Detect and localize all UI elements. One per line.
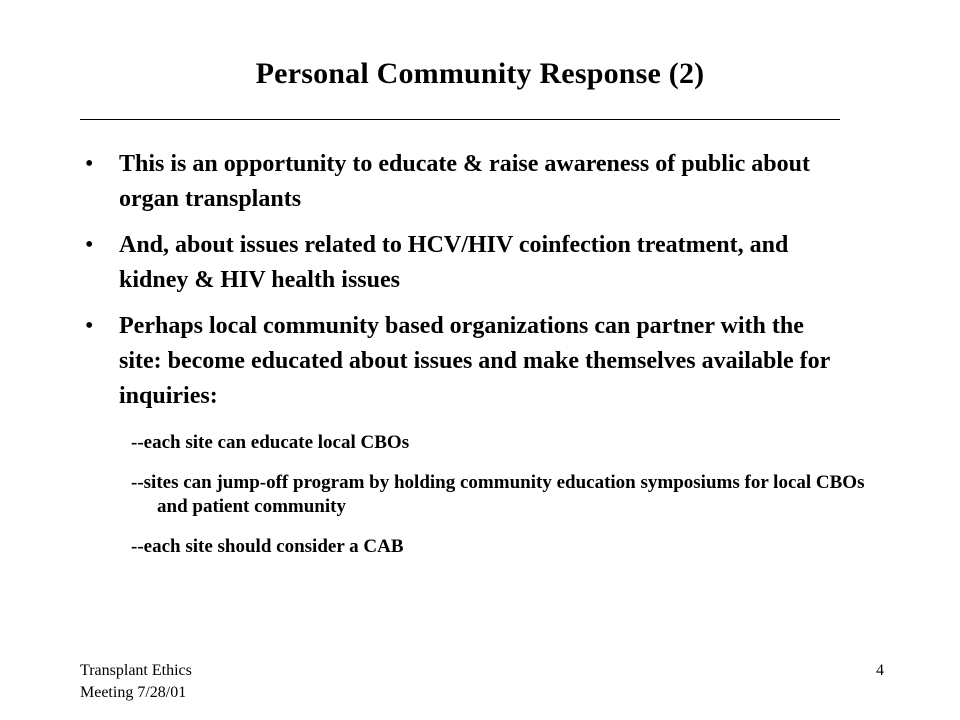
sub-item-list — [131, 431, 871, 575]
bullet-marker: • — [85, 313, 94, 339]
bullet-text: Perhaps local community based organizations can partner with the site: become educated about issues and make themselves available for inquiries: — [119, 313, 830, 409]
bullet-list — [85, 147, 845, 425]
sub-item: --each site should consider a CAB — [131, 536, 404, 557]
footer-line-date: Meeting 7/28/01 — [80, 684, 187, 701]
bullet-item — [85, 309, 845, 414]
footer-meeting-info — [80, 660, 192, 704]
bullet-item — [85, 228, 845, 298]
bullet-marker: • — [85, 232, 94, 258]
page-number: 4 — [876, 662, 884, 679]
title-divider — [80, 119, 840, 120]
bullet-text: And, about issues related to HCV/HIV coinfection treatment, and kidney & HIV health issues — [119, 232, 789, 293]
sub-item: --each site can educate local CBOs — [131, 432, 410, 453]
footer-line-title: Transplant Ethics — [80, 662, 192, 679]
slide-title: Personal Community Response (2) — [255, 57, 705, 90]
bullet-text: This is an opportunity to educate & raise awareness of public about organ transplants — [119, 151, 810, 212]
sub-item: --sites can jump-off program by holding community education symposiums for local CBOs and patient community — [131, 472, 865, 517]
bullet-item — [85, 147, 845, 217]
bullet-marker: • — [85, 151, 94, 177]
